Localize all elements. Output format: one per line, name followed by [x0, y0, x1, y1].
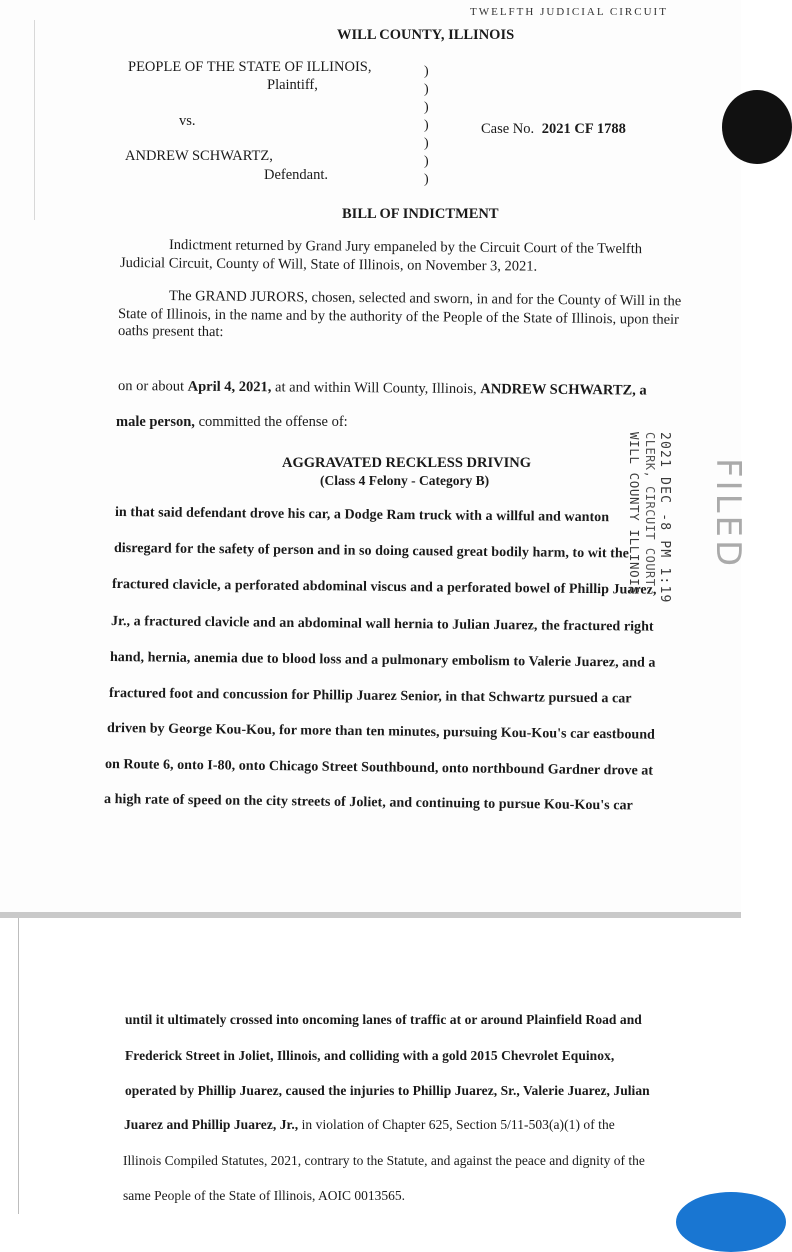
narrative-line: fractured foot and concussion for Phillip Juarez Senior, in that Schwartz pursued a car: [108, 686, 632, 707]
narrative-line: Frederick Street in Joliet, Illinois, and colliding with a gold 2015 Chevrolet Equinox,: [125, 1048, 615, 1063]
charge-intro-line-2: male person, committed the offense of:: [116, 414, 348, 430]
narrative-line: in that said defendant drove his car, a Dodge Ram truck with a willful and wanton: [114, 505, 610, 526]
narrative-line: Juarez and Phillip Juarez, Jr., in violation of Chapter 625, Section 5/11-503(a)(1) of the: [124, 1117, 615, 1132]
narrative-line: disregard for the safety of person and in so doing caused great bodily harm, to wit the: [113, 541, 630, 562]
plaintiff-role: Plaintiff,: [267, 77, 318, 93]
charge-intro-line-1: on or about April 4, 2021, at and within Will County, Illinois, ANDREW SCHWARTZ, a: [117, 378, 647, 399]
document-title: BILL OF INDICTMENT: [342, 206, 499, 222]
caption-paren: ): [424, 64, 429, 79]
jurors-line-2: State of Illinois, in the name and by the authority of the People of the State of Illinois, upon their: [117, 306, 680, 328]
caption-paren: ): [424, 172, 429, 187]
case-number: 2021 CF 1788: [541, 121, 626, 137]
caption-paren: ): [424, 82, 429, 97]
narrative-line: Jr., a fractured clavicle and an abdominal wall hernia to Julian Juarez, the fractured right: [110, 614, 654, 635]
margin-rule: [34, 20, 35, 220]
versus-label: vs.: [179, 113, 196, 129]
caption-paren: ): [424, 154, 429, 169]
court-county-heading: WILL COUNTY, ILLINOIS: [337, 27, 515, 43]
overlay-button-edge: [722, 90, 792, 164]
narrative-line: until it ultimately crossed into oncoming lanes of traffic at or around Plainfield Road and: [125, 1012, 642, 1027]
county-stamp: WILL COUNTY ILLINOIS: [627, 432, 642, 595]
filing-date-stamp: 2021 DEC -8 PM 1:19: [657, 432, 672, 604]
cut-off-header-line: TWELFTH JUDICIAL CIRCUIT: [470, 6, 668, 18]
jurors-line-1: The GRAND JURORS, chosen, selected and sworn, in and for the County of Will in the: [168, 288, 682, 310]
narrative-line: Illinois Compiled Statutes, 2021, contrary to the Statute, and against the peace and dignity of the: [123, 1153, 645, 1168]
offense-class: (Class 4 Felony - Category B): [320, 473, 490, 488]
narrative-line: same People of the State of Illinois, AOIC 0013565.: [123, 1188, 405, 1203]
narrative-line: operated by Phillip Juarez, caused the injuries to Phillip Juarez, Sr., Valerie Juarez, Julian: [125, 1083, 650, 1098]
defendant-role: Defendant.: [264, 167, 329, 183]
caption-paren: ): [424, 136, 429, 151]
clerk-stamp: CLERK, CIRCUIT COURT: [643, 432, 657, 587]
offense-name: AGGRAVATED RECKLESS DRIVING: [282, 455, 531, 471]
narrative-line: on Route 6, onto I-80, onto Chicago Street Southbound, onto northbound Gardner drove at: [104, 757, 654, 779]
narrative-line: driven by George Kou-Kou, for more than ten minutes, pursuing Kou-Kou's car eastbound: [106, 721, 656, 743]
jurors-line-3: oaths present that:: [117, 323, 224, 341]
narrative-line: hand, hernia, anemia due to blood loss and a pulmonary embolism to Valerie Juarez, and a: [109, 650, 656, 671]
document-page-2: [18, 918, 742, 1214]
plaintiff-name: PEOPLE OF THE STATE OF ILLINOIS,: [128, 59, 372, 75]
intro-line-2: Judicial Circuit, County of Will, State of Illinois, on November 3, 2021.: [119, 255, 538, 275]
defendant-name: ANDREW SCHWARTZ,: [125, 148, 273, 164]
narrative-line: a high rate of speed on the city streets of Joliet, and continuing to pursue Kou-Kou's car: [103, 792, 633, 814]
intro-line-1: Indictment returned by Grand Jury empaneled by the Circuit Court of the Twelfth: [168, 237, 643, 258]
case-label: Case No.: [481, 121, 535, 137]
case-number-label: [481, 121, 626, 138]
caption-paren: ): [424, 100, 429, 115]
narrative-line: fractured clavicle, a perforated abdominal viscus and a perforated bowel of Phillip Juarez,: [111, 577, 657, 598]
filed-stamp: FILED: [708, 458, 748, 570]
floating-action-button[interactable]: [676, 1192, 786, 1252]
caption-paren: ): [424, 118, 429, 133]
